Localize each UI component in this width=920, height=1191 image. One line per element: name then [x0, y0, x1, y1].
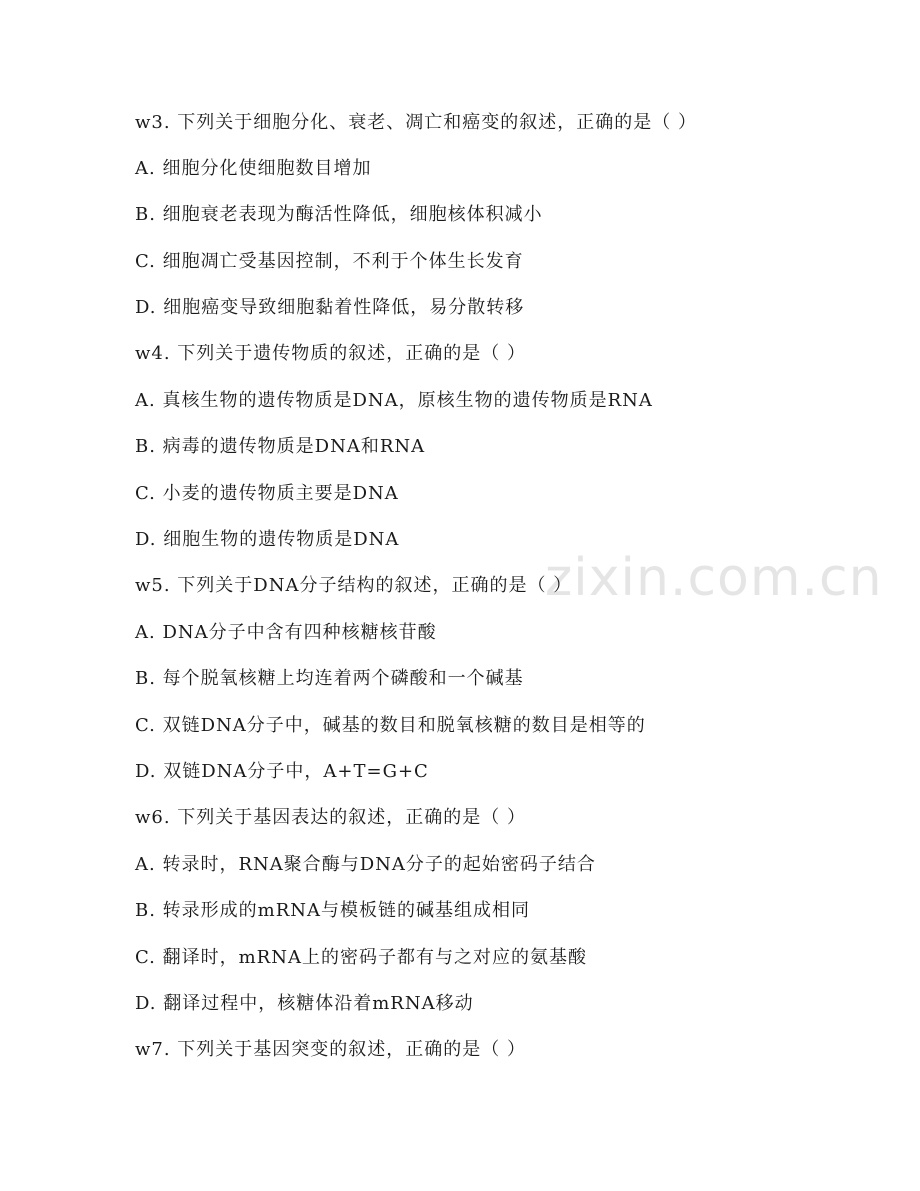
question-3-option-d: D. 细胞癌变导致细胞黏着性降低，易分散转移	[135, 297, 525, 318]
question-6-option-c: C. 翻译时，mRNA上的密码子都有与之对应的氨基酸	[135, 947, 587, 968]
question-5-stem: w5. 下列关于DNA分子结构的叙述，正确的是（ ）	[135, 575, 573, 596]
question-6-stem: w6. 下列关于基因表达的叙述，正确的是（ ）	[135, 807, 527, 828]
question-4-stem: w4. 下列关于遗传物质的叙述，正确的是（ ）	[135, 343, 527, 364]
question-5-option-d: D. 双链DNA分子中，A+T=G+C	[135, 761, 429, 782]
question-4-option-b: B. 病毒的遗传物质是DNA和RNA	[135, 436, 426, 457]
question-3-option-a: A. 细胞分化使细胞数目增加	[135, 158, 372, 179]
question-4-option-d: D. 细胞生物的遗传物质是DNA	[135, 529, 400, 550]
question-5-option-c: C. 双链DNA分子中，碱基的数目和脱氧核糖的数目是相等的	[135, 715, 646, 736]
question-3-option-b: B. 细胞衰老表现为酶活性降低，细胞核体积减小	[135, 204, 543, 225]
question-7-stem: w7. 下列关于基因突变的叙述，正确的是（ ）	[135, 1039, 527, 1060]
question-6-option-a: A. 转录时，RNA聚合酶与DNA分子的起始密码子结合	[135, 854, 596, 875]
question-5-option-a: A. DNA分子中含有四种核糖核苷酸	[135, 622, 437, 643]
question-5-option-b: B. 每个脱氧核糖上均连着两个磷酸和一个碱基	[135, 668, 524, 689]
question-4-option-c: C. 小麦的遗传物质主要是DNA	[135, 483, 399, 504]
question-3-option-c: C. 细胞凋亡受基因控制，不利于个体生长发育	[135, 251, 524, 272]
question-3-stem: w3. 下列关于细胞分化、衰老、凋亡和癌变的叙述，正确的是（ ）	[135, 112, 698, 133]
question-4-option-a: A. 真核生物的遗传物质是DNA，原核生物的遗传物质是RNA	[135, 390, 653, 411]
watermark: zixin.com.cn	[545, 548, 883, 608]
question-6-option-d: D. 翻译过程中，核糖体沿着mRNA移动	[135, 993, 474, 1014]
question-6-option-b: B. 转录形成的mRNA与模板链的碱基组成相同	[135, 900, 531, 921]
